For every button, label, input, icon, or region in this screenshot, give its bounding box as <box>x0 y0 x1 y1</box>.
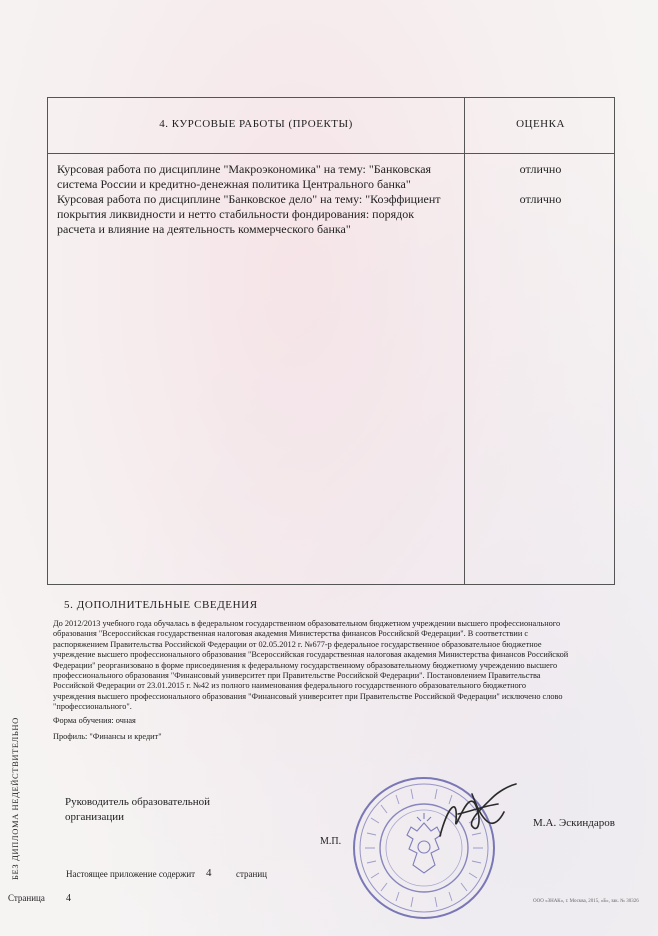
paragraph-line: Российской Федерации от 23.01.2015 г. №42 из полного наименования федерального государственного образовательного бюджетного <box>53 681 527 691</box>
paragraph-line: профессионального образования "Финансовый университет при Правительстве Российской Федерации". Постановлением Правительства <box>53 671 541 681</box>
printer-note: ООО «ЗНАК», г. Москва, 2015, «Б», зак. № 30326 <box>533 899 639 904</box>
additional-info-paragraph <box>53 619 623 713</box>
validity-note: БЕЗ ДИПЛОМА НЕДЕЙСТВИТЕЛЬНО <box>10 717 20 880</box>
coursework-grade: отлично <box>519 162 562 176</box>
coursework-header-title: 4. КУРСОВЫЕ РАБОТЫ (ПРОЕКТЫ) <box>159 118 353 130</box>
head-of-organization-label <box>65 795 235 825</box>
head-title-line: организации <box>65 811 125 823</box>
coursework-row <box>57 162 457 192</box>
paragraph-line: "профессионального". <box>53 702 132 712</box>
coursework-row-line: расчета и влияние на деятельность коммерческого банка" <box>57 222 351 236</box>
paragraph-line: учреждение высшего профессионального образования "Всероссийская государственная налоговая академия Министерства финансов Российской <box>53 650 569 660</box>
study-form: Форма обучения: очная <box>53 716 136 725</box>
study-profile: Профиль: "Финансы и кредит" <box>53 732 162 741</box>
page-number: 4 <box>66 893 71 904</box>
additional-info-title: 5. ДОПОЛНИТЕЛЬНЫЕ СВЕДЕНИЯ <box>64 599 258 611</box>
pages-count: 4 <box>206 867 212 879</box>
coursework-table <box>47 97 615 585</box>
coursework-row-line: Курсовая работа по дисциплине "Макроэкономика" на тему: "Банковская <box>57 162 432 176</box>
page-label: Страница <box>8 893 45 903</box>
coursework-row <box>57 192 457 237</box>
head-title-line: Руководитель образовательной <box>65 796 211 808</box>
pages-note: Настоящее приложение содержит <box>66 869 196 879</box>
coursework-row-line: Курсовая работа по дисциплине "Банковское дело" на тему: "Коэффициент <box>57 192 441 206</box>
stamp-place-label: М.П. <box>320 836 342 847</box>
coursework-grade: отлично <box>519 192 562 206</box>
paragraph-line: учреждения высшего профессионального образования "Финансовый университет при Правительстве Российской Федерации" исключено слово <box>53 691 563 701</box>
paragraph-line: образования "Всероссийская государственная налоговая академия Министерства финансов Российской Федерации". В соответствии с <box>53 629 529 639</box>
paragraph-line: До 2012/2013 учебного года обучалась в федеральном государственном образовательном бюджетном учреждении высшего профессионального <box>53 619 561 628</box>
coursework-header-grade: ОЦЕНКА <box>516 118 565 130</box>
paragraph-line: Федерации" реорганизовано в форме присоединения к федеральному государственному образовательному бюджетному учреждению высшего <box>53 660 558 670</box>
coursework-table-header <box>48 98 614 154</box>
pages-word: страниц <box>236 869 267 879</box>
paragraph-line: распоряжением Правительства Российской Федерации от 02.05.2012 г. №677-р федеральное государственное образовательное бюджетное <box>53 639 542 649</box>
signature-drawing <box>428 776 523 846</box>
signatory-name: М.А. Эскиндаров <box>533 817 615 829</box>
coursework-row-line: система России и кредитно-денежная политика Центрального банка" <box>57 177 411 191</box>
coursework-row-line: покрытия ликвидности и нетто стабильности фондирования: порядок <box>57 207 415 221</box>
